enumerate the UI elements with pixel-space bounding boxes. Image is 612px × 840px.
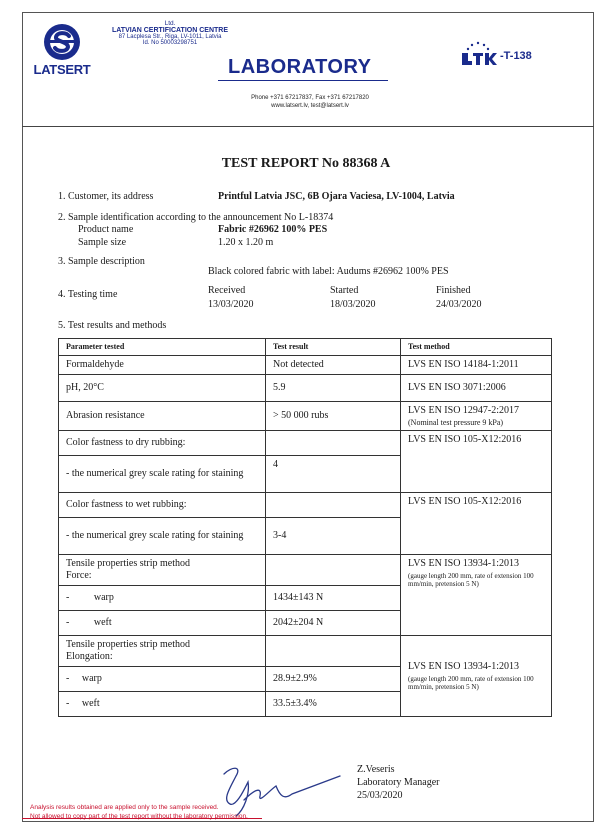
method-cell	[401, 402, 552, 431]
department-underline	[218, 80, 388, 81]
table-row	[59, 431, 552, 456]
param-cell: - the numerical grey scale rating for staining	[59, 456, 266, 493]
department-title: LABORATORY	[228, 56, 372, 78]
dash: -	[66, 698, 70, 709]
legal-form: Ltd.	[164, 20, 176, 27]
param-line: Elongation:	[66, 651, 113, 662]
table-row	[59, 493, 552, 518]
method-cell	[401, 636, 552, 717]
started-date: 18/03/2020	[330, 299, 376, 310]
header-method: Test method	[401, 339, 552, 356]
table-row	[59, 555, 552, 586]
testing-time-label: 4. Testing time	[58, 289, 118, 300]
result-cell	[266, 555, 401, 586]
results-section-label: 5. Test results and methods	[58, 320, 167, 331]
table-header-row	[59, 339, 552, 356]
footer-note: Analysis results obtained are applied only to the sample received.	[30, 804, 219, 811]
sample-identification-label: 2. Sample identification according to the announcement No L-18374	[58, 212, 334, 223]
product-name-label: Product name	[78, 224, 134, 235]
finished-date: 24/03/2020	[436, 299, 482, 310]
customer-label: 1. Customer, its address	[58, 191, 154, 202]
param-line: Tensile properties strip method	[66, 558, 190, 569]
received-date: 13/03/2020	[208, 299, 254, 310]
accreditation-logo-icon	[458, 40, 498, 70]
sample-description-value: Black colored fabric with label: Audums #26962 100% PES	[208, 266, 449, 277]
table-row	[59, 375, 552, 402]
result-cell: 3-4	[266, 518, 401, 555]
finished-label: Finished	[436, 285, 471, 296]
result-cell	[266, 431, 401, 456]
dash: -	[66, 617, 70, 628]
result-cell: 28.9±2.9%	[266, 667, 401, 692]
method-note: (gauge length 200 mm, rate of extension 100 mm/min, pretension 5 N)	[408, 675, 534, 691]
method-cell: LVS EN ISO 105-X12:2016	[401, 493, 552, 555]
param-cell: Color fastness to wet rubbing:	[59, 493, 266, 518]
latsert-emblem-icon	[42, 22, 82, 62]
centre-address: 87 Lacplesa Str., Riga, LV-1011, Latvia	[118, 34, 222, 40]
sample-size-value: 1.20 x 1.20 m	[218, 237, 274, 248]
contact-block	[200, 94, 420, 110]
param-cell: pH, 20°C	[59, 375, 266, 402]
param-cell: Color fastness to dry rubbing:	[59, 431, 266, 456]
phone-fax: Phone +371 67217837, Fax +371 67217820	[251, 95, 369, 101]
result-cell: 5.9	[266, 375, 401, 402]
result-cell: 1434±143 N	[266, 586, 401, 611]
method-standard: LVS EN ISO 13934-1:2013	[408, 558, 520, 569]
footer-note: Not allowed to copy part of the test report without the laboratory permission.	[30, 813, 248, 820]
method-note: (Nominal test pressure 9 kPa)	[408, 418, 504, 427]
latsert-logo	[32, 22, 92, 77]
result-cell: Not detected	[266, 356, 401, 375]
param-cell: Abrasion resistance	[59, 402, 266, 431]
param-text: warp	[93, 592, 114, 603]
param-line: Tensile properties strip method	[66, 639, 190, 650]
centre-name: LATVIAN CERTIFICATION CENTRE	[111, 27, 228, 34]
param-cell	[59, 692, 266, 717]
customer-value: Printful Latvia JSC, 6B Ojara Vaciesa, LV-1004, Latvia	[218, 191, 455, 202]
header-divider	[22, 126, 594, 127]
param-line: Force:	[66, 570, 92, 581]
sample-size-label: Sample size	[78, 237, 127, 248]
result-cell: 2042±204 N	[266, 611, 401, 636]
dash: -	[66, 592, 70, 603]
header-parameter: Parameter tested	[59, 339, 266, 356]
method-standard: LVS EN ISO 12947-2:2017	[408, 405, 520, 416]
method-cell: LVS EN ISO 14184-1:2011	[401, 356, 552, 375]
logo-wordmark: LATSERT	[33, 62, 91, 77]
received-label: Received	[208, 285, 246, 296]
report-title: TEST REPORT No 88368 A	[221, 156, 391, 171]
signature-date: 25/03/2020	[357, 790, 403, 801]
result-cell: > 50 000 rubs	[266, 402, 401, 431]
param-cell	[59, 586, 266, 611]
param-cell	[59, 611, 266, 636]
param-cell: - the numerical grey scale rating for staining	[59, 518, 266, 555]
param-text: weft	[93, 617, 112, 628]
param-cell	[59, 555, 266, 586]
table-row	[59, 402, 552, 431]
method-cell: LVS EN ISO 3071:2006	[401, 375, 552, 402]
footer-underline	[22, 818, 262, 819]
method-note: (gauge length 200 mm, rate of extension 100 mm/min, pretension 5 N)	[408, 572, 534, 588]
signatory-name: Z.Veseris	[357, 764, 395, 775]
registration-number: Id. No 50003298751	[142, 40, 198, 46]
result-cell	[266, 493, 401, 518]
accreditation-number: -T-138	[500, 50, 532, 62]
param-cell	[59, 636, 266, 667]
result-cell	[266, 636, 401, 667]
web-email: www.latsert.lv, test@latsert.lv	[271, 103, 349, 109]
param-text: warp	[81, 673, 102, 684]
result-cell: 33.5±3.4%	[266, 692, 401, 717]
table-row	[59, 636, 552, 667]
method-cell	[401, 555, 552, 636]
issuer-block	[90, 20, 250, 46]
started-label: Started	[330, 285, 359, 296]
method-standard: LVS EN ISO 13934-1:2013	[408, 661, 520, 672]
param-text: weft	[81, 698, 100, 709]
signatory-position: Laboratory Manager	[357, 777, 440, 788]
param-cell: Formaldehyde	[59, 356, 266, 375]
product-name-value: Fabric #26962 100% PES	[218, 224, 328, 235]
results-table	[58, 338, 552, 717]
result-cell: 4	[266, 456, 401, 493]
header-result: Test result	[266, 339, 401, 356]
dash: -	[66, 673, 70, 684]
table-row	[59, 356, 552, 375]
method-cell: LVS EN ISO 105-X12:2016	[401, 431, 552, 493]
param-cell	[59, 667, 266, 692]
sample-description-label: 3. Sample description	[58, 256, 145, 267]
